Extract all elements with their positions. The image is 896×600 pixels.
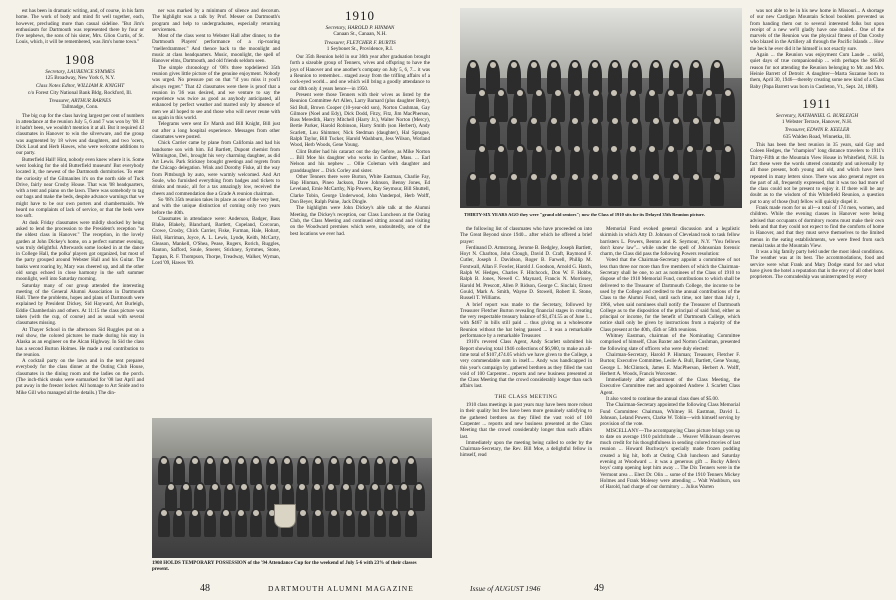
photo-figure-face <box>470 62 476 68</box>
photo-figure-face <box>285 484 291 490</box>
right-page <box>448 0 896 600</box>
right-column-3 <box>750 8 884 580</box>
paragraph: Telegrams were sent Ev Marsh and Bill Knight, Bill just out after a long hospital experience. Messages from other classmates were posted. <box>152 121 280 140</box>
photo-figure-face <box>253 510 259 516</box>
photo-figure <box>389 456 401 485</box>
photo-figure-face <box>192 510 198 516</box>
photo-figure-face <box>725 146 731 152</box>
photo-figure-face <box>343 484 349 490</box>
paragraph: This has been the best reunion in 35 years, said Gay and Coleen Hedges, the "champion" long distance travelers to 1911's Thirty-Fifth at the Mountain View House in Whitefield, N.H. In fact these were the words uttered constantly and universally by all those present, both young and old, and which have been repeated in many letters since. There was also general regret on the part of all, frequently expressed, that it was too bad more of the class could not be present to enjoy it. If there will be any doubt as to the wisdom of this Whitefield Reunion, a question put to any of those (but) fellow will quickly dispel it. <box>750 142 884 205</box>
photo-figure-face <box>346 510 352 516</box>
paragraph: The simple chronology of '08's three topdeliered 35th reunion gives little picture of the genuine enjoyment. Nobody was urged. No pressure put on that "if you miss it you'll always regret." That 42 classmates were there is proof that a reunion in '36 was desired, and we venture to say the experience was twice as good as anybody anticipated, all enhanced by perfect weather and marred only by absence of men we all hoped to see and those who will never reune with us again in this world. <box>152 64 280 122</box>
photo-figure <box>568 172 582 206</box>
photo-figure-face <box>392 510 398 516</box>
photo-figure <box>328 508 340 537</box>
photo-figure-face <box>328 484 334 490</box>
photo-figure <box>389 508 401 537</box>
photo-figure-face <box>551 62 557 68</box>
photo-figure <box>669 172 683 206</box>
attendance-cup <box>274 504 296 528</box>
photo-figure-face <box>223 458 229 464</box>
photo-figure-face <box>490 118 496 124</box>
class-year-heading: 1910 <box>345 8 375 23</box>
photo-figure-face <box>498 90 504 96</box>
paragraph: Other Tenners there were Burton, White Eastman, Charlie Fay, Hap Hinman, Pineo Jackson, Dave Johnson, Benny Jones, Ed Leveland, Ernie McCarthy, Nip Powers, Ray Seymour, Bill Shuttell, Clarke Tobin, George Underwood, John Vanderpol, Herb Wolff, Don Beyer, Ralph Paine, Jack Dingle. <box>290 173 430 206</box>
photo-figure-face <box>314 484 320 490</box>
photo-figure-face <box>161 510 167 516</box>
photo-figure-face <box>632 118 638 124</box>
photo-figure-face <box>377 458 383 464</box>
photo-figure-face <box>531 62 537 68</box>
photo-figure-face <box>346 458 352 464</box>
photo-figure <box>343 456 355 485</box>
photo-figure <box>710 172 724 206</box>
photo-figure <box>384 482 396 511</box>
paragraph: The highlights were John Dickey's able talk at the Alumni Meeting, the Dickey's reception, our Class Luncheon at the Outing Club, the Class Meeting and continued sitting around and visiting on the Woodward premises which were, undoubtedly, one of the best locations we ever had. <box>290 205 430 237</box>
photo-figure <box>507 172 521 206</box>
paragraph: Classmates in attendance were: Anderson, Badger, Bass Blake, Blakely, Blanchard, Bartlett, Copeland, Corcoran, Crowe, Crosby, Chick Carrier, Fiske, Furman, Hale, Hobart, Holl, Harriman, Joyce, A. L. Lewis, Lynde, Keith, McCarty, Gleason, Mankell, O'Shea, Pease, Rogers, Rorich, Ruggles, Rauton, Safford, Soule, Stoerer, Stickney, Symmes, Stone, Tappan, R. F. Thompson, Thorpe, Treadway, Walker, Wyman, Lord '09, Hawes '09. <box>152 215 280 266</box>
photo-figure <box>297 456 309 485</box>
photo-figure-face <box>223 510 229 516</box>
photo-figure-face <box>593 90 599 96</box>
photo-figure <box>374 508 386 537</box>
photo-figure <box>475 88 489 122</box>
photo-caption: 1908 HOLDS TEMPORARY POSSESSION of the '94 Attendance Cup for the weekend of July 5-6 with 23% of their classes present. <box>152 561 417 572</box>
photo-figure-face <box>687 90 693 96</box>
paragraph: Clint Butler had his cataract out the day before, as Mike Norton ... Bill Moe his daughter who works in Gardner, Mass. ... Earl Nelson and his nephew ... Ollie Coleman with daughter and granddaughter ... Dick Corley and sister. <box>290 148 430 174</box>
photo-figure-face <box>687 146 693 152</box>
page-number: 48 <box>200 583 210 594</box>
photo-figure <box>158 456 170 485</box>
photo-figure-face <box>358 484 364 490</box>
photo-figure-face <box>238 510 244 516</box>
photo-figure-face <box>238 458 244 464</box>
photo-figure <box>204 456 216 485</box>
photo-figure-face <box>551 174 557 180</box>
photo-figure <box>204 508 216 537</box>
secretary-address: 125 Broadway, New York 6, N.Y. <box>45 75 115 82</box>
photo-figure-face <box>714 62 720 68</box>
photo-figure-face <box>270 484 276 490</box>
photo-figure <box>266 456 278 485</box>
photo-figure-face <box>714 118 720 124</box>
photo-figure-face <box>706 146 712 152</box>
photo-figure-face <box>176 458 182 464</box>
photo-figure <box>250 456 262 485</box>
secretary-label: Secretary, NATHANIEL G. BURLEIGH <box>775 112 859 119</box>
photo-figure <box>209 482 221 511</box>
photo-figure-face <box>284 458 290 464</box>
photo-figure <box>721 144 735 178</box>
photo-figure-face <box>592 174 598 180</box>
section-subhead: THE CLASS MEETING <box>494 393 558 400</box>
treasurer-label: Treasurer, FLETCHER F. BURTIS <box>324 39 396 46</box>
photo-figure-face <box>531 118 537 124</box>
photo-figure-face <box>572 118 578 124</box>
photo-figure-face <box>479 90 485 96</box>
photo-figure <box>721 88 735 122</box>
intro-paragraph: est has been in dramatic writing, and, of course, in his farm home. The work of body and mind fit well together, each, however, precluding more than casual sideline. "But Jim's enthusiasm for Dartmouth was represented there by four or five nephews, the sons of his sister, Mrs. Glion Curtis, of St. Louis, which, it will be remembered, was Jim's home town." <box>16 8 144 46</box>
photo-figure-face <box>611 90 617 96</box>
photo-figure-face <box>161 458 167 464</box>
photo-figure <box>158 508 170 537</box>
photo-figure-face <box>612 118 618 124</box>
photo-figure-face <box>536 90 542 96</box>
photo-figure <box>189 508 201 537</box>
photo-figure <box>405 456 417 485</box>
photo-figure-face <box>269 458 275 464</box>
photo-figure-face <box>592 62 598 68</box>
photo-figure <box>311 482 323 511</box>
photo-figure-face <box>632 174 638 180</box>
photo-figure-face <box>693 118 699 124</box>
photo-figure-face <box>693 174 699 180</box>
photo-figure <box>343 508 355 537</box>
class-year-heading: 1911 <box>802 95 832 111</box>
photo-figure <box>398 482 410 511</box>
photo-figure <box>328 456 340 485</box>
photo-figure <box>220 456 232 485</box>
photo-figure <box>358 456 370 485</box>
photo-figure-face <box>653 174 659 180</box>
editor-address: c/o Forest City National Bank Bldg. Rockford, Ill. <box>27 89 133 96</box>
photo-figure-face <box>241 484 247 490</box>
photo-figure <box>173 456 185 485</box>
paragraph: Present were those Tenners with their wives as listed by the Reunion Committee Art Allen, Larry Barnard (plus daughter Betty), Sid Bull, Brown Cooper (10-year-old son), Norton Cushman, Gay Gilmore (Noel and Edy), Dick Dodd, Fitzy, Fitz, Jim MacPherson, Russ Meredith, Harry Mitchell (Harry Jr.), Walter Norton (Mercy), Bertie Parker, Harold Robinson, Harry Smith (son Herbert), Andy Scarlett, Lou Shimmer, Nick Stedman (daughter), Hal Sprague, Ralph Taylor, Bill Tucker, Harold Washburn, Jess Wilson, Worland Wood, Herb Woods, Gene Young. <box>290 91 430 149</box>
photo-figure-face <box>401 484 407 490</box>
photo-figure-face <box>592 118 598 124</box>
photo-figure-face <box>593 146 599 152</box>
photo-figure-face <box>315 458 321 464</box>
paragraph: It also voted to continue the annual class dues of $5.00. <box>606 396 719 403</box>
photo-figure <box>369 482 381 511</box>
photo-figure-face <box>331 510 337 516</box>
page-number: 49 <box>594 583 604 594</box>
photo-figure <box>413 482 425 511</box>
treasurer-label: Treasurer, EDWIN R. KEELER <box>784 127 850 134</box>
photo-figure-face <box>725 90 731 96</box>
photo-figure-face <box>531 174 537 180</box>
class-1908-photo <box>152 418 432 558</box>
photo-figure <box>649 172 663 206</box>
photo-figure-face <box>630 90 636 96</box>
photo-figure <box>355 482 367 511</box>
photo-figure <box>281 456 293 485</box>
photo-figure-face <box>192 458 198 464</box>
photo-figure-face <box>377 510 383 516</box>
treasurer-label: Treasurer, ARTHUR BARNES <box>49 97 111 104</box>
photo-figure-face <box>253 458 259 464</box>
photo-figure <box>628 172 642 206</box>
photo-figure-face <box>168 484 174 490</box>
photo-figure <box>312 456 324 485</box>
photo-figure-face <box>416 484 422 490</box>
photo-figure-face <box>207 458 213 464</box>
paragraph: 1910's revered Class Agent, Andy Scarlett submitted his Report showing total 1946 collections of $6,980, to make an all-time total of $107,474.05 which we have given to the College, a very commendable sum in itself.... Andy was handicapped in this year's campaign by gathered brethren as they filled the vast void of 100 Carpenter... reports and new business presented at the Class Meeting that the crowd considerably longer than such affairs last. <box>460 339 592 390</box>
photo-figure-face <box>470 118 476 124</box>
photo-figure-face <box>693 62 699 68</box>
photo-figure <box>608 172 622 206</box>
photo-figure <box>189 456 201 485</box>
photo-figure-face <box>300 458 306 464</box>
photo-figure <box>235 456 247 485</box>
photo-figure-face <box>668 90 674 96</box>
photo-figure-face <box>653 62 659 68</box>
paragraph: Voted that the Chairman-Secretary appoint a committee of not less than three nor more than five members of which the Chairman-Secretary shall be one, to act as nominees of the Class of 1910 to dispose of the 1910 Memorial Fund, contributions to which shall be delivered to the Treasurer of Dartmouth College, the income to be used by the College and credited to the annual contributions of the Class to the Alumni Fund, until such time, not later than July 1, 1966, when said nominees shall notify the Treasurer of Dartmouth College as to the disposition of the principal of said fund, either as principal or income, for the benefit of Dartmouth College, which notice shall only be given by instructions from a majority of the Class present at the 40th, 45th or 50th reunions. <box>600 257 740 333</box>
right-column-1 <box>460 226 592 586</box>
photo-figure <box>475 144 489 178</box>
paragraph: the following list of classmates who have proceeded on into The Great Beyond since 1940... after which he offered a brief prayer: <box>460 226 592 245</box>
photo-figure-face <box>490 174 496 180</box>
paragraph: Chick Carrier came by plane from California and had his handsome son with him. Ed Bartlett, Dupont chemist from Wilmington, Del., brought his very charming daughter, as did Art Lewis. Park Stickney brought greetings and regrets from the Chicago delegation. Wink and Dorothy Fiske, all the way from Pittsburgh by auto, were warmly welcomed. And Art Soule, who furnished everything from badges and tickets to drinks and music, all for a tax amazingly low, received the cheers and commendation due a Grade A reunion chairman. <box>152 140 280 197</box>
photo-figure-face <box>361 510 367 516</box>
paragraph: MISCELLANY—The accompanying Class picture brings you up to date on average 1910 pulchritude ... Weaver Wilkinson deserves much credit for his thoughtfulness in sending colored movies of last reunion ... Howard Buchway's specially made frozen pudding created a big hit, both at Outing Club luncheon and Saturday evening at Woodward ... it was a generous gift ... Bucky Allen's boys' camp opening kept him away ... The Dix Tenners were in the Vermont area ... Elect Dr. Olin ... some of the 1910 Tenners Mickey Holmes and Frank Molesey were attending ... Walt Washburn, son of Harold, had charge of our dormitory ... Julius Warren <box>600 427 740 491</box>
photo-figure-face <box>256 484 262 490</box>
paragraph: Most of the class went to Webster Hall after dinner, to the Dartmouth Players' performance of a rip-roaring "mellerdrammer." And thence back to the moonlight and music at class headquarters. Music, moonlight, the spell of Hanover elms, Dartmouth, and old friends seldom seen. <box>152 33 280 65</box>
photo-figure-face <box>511 118 517 124</box>
photo-figure-face <box>630 146 636 152</box>
photo-figure-face <box>207 510 213 516</box>
photo-figure-face <box>479 146 485 152</box>
photo-figure-face <box>331 458 337 464</box>
photo-figure <box>486 172 500 206</box>
paragraph: A cocktail party on the lawn and in the tent prepared everybody for the class dinner at the Outing Club House, classmates in the dining room and the ladies on the porch. (The inch-thick steaks were earmarked for '08 last April and put away in the freezer locker. All homage to Art Snide and to Mike Gill who managed all the details.) The din- <box>16 358 144 396</box>
photo-figure-face <box>498 146 504 152</box>
treasurer-address: 1 Seybonet St., Providence, R.I. <box>326 45 394 52</box>
treasurer-address: 635 Walden Road, Winnetka, Ill. <box>783 133 851 140</box>
class-notes-editor: Class Notes Editor, WILLIAM R. KNIGHT <box>35 83 125 90</box>
photo-figure-face <box>387 484 393 490</box>
paragraph: The Chairman-Secretary appointed the following Class Memorial Fund Committee: Chairman, Whitney H. Eastman, David L. Johnson, Leland Powers, Clarke W. Tobin—with himself serving by provision of the vote. <box>600 402 740 428</box>
photo-figure-face <box>183 484 189 490</box>
left-column-1 <box>16 8 144 568</box>
photo-caption: THIRTY-SIX YEARS AGO they were "grand old seniors"; now the Class of 1910 sits for its Delayed 35th Reunion picture. <box>464 212 705 217</box>
photo-figure-face <box>632 62 638 68</box>
paragraph: At Thayer School in the afternoon Sid Ruggles put on a real show, the colored pictures he made during his stay in Alaska as an engineer on the Alcan Highway. In Sid the class has a second Burton Holmes. He made a real contribution to the reunion. <box>16 326 144 358</box>
photo-figure-face <box>176 510 182 516</box>
photo-figure-face <box>517 90 523 96</box>
photo-figure <box>250 508 262 537</box>
photo-figure <box>689 172 703 206</box>
photo-figure-face <box>511 62 517 68</box>
photo-figure-face <box>574 146 580 152</box>
paragraph: Chairman-Secretary, Harold P. Hinman; Treasurer, Fletcher F. Burton; Executive Committee, Leslie A. Bull, Bartlett, Gene Young, George L. McClintock, James E. MacPherson, Herbert A. Wolff, Herbert A. Woods, Francis Worcester. <box>600 351 740 377</box>
paragraph: Saturday many of our group attended the interesting meeting of the General Alumni Association in Dartmouth Hall. There the problems, hopes and plans of Dartmouth were explained by President Dickey, Sid Hayward, Art Burleigh, Eddie Chamberlain and others. At 11:15 the class picture was taken (with the cup, of course) and as usual with several classmates missing. <box>16 282 144 327</box>
photo-figure-face <box>673 118 679 124</box>
photo-figure <box>180 482 192 511</box>
photo-figure-face <box>511 174 517 180</box>
paragraph: Whitney Eastman, chairman of the Nominating Committee comprised of himself, Chas Baxter and Norton Cushman, presented the following slate of officers who were duly elected: <box>600 333 740 352</box>
paragraph: ner was marked by a minimum of silence and decorum. The highlight was a talk by Prof. Messer on Dartmouth's program and help to undergraduates, especially returning servicemen. <box>152 8 280 33</box>
paragraph: Ferdinand D. Armstrong, Jerome B. Bedgley, Joseph Bartlett, Hoyt N. Charlton, John Clough, David D. Craft, Raymond F. Cutler, Joseph J. Davidson, Roger B. Farwell, Phillip M. Forstwall, Allan F. Fowler, Harold J. Goodson, Arnold G. Hatch, Ralph W. Hedges, Charles F. Hitchcock, Don W. F. Hobbs, Ralph B. Jones, Newell C. Maynard, Francis N. Morrissey, Harold M. Prescott, Allen P. Ridson, George C. Sinclair, Ernest Gould, Mark A. Smith, Wayne D. Stowell, Robert E. Stone, Russell T. Williams. <box>460 244 592 302</box>
photo-figure <box>296 482 308 511</box>
paragraph: It was a big family party held under the most ideal conditions. The weather was at its best. The accommodations, food and service were what Frank and Mary Dodge stand for and what have given the hotel a reputation that is the envy of all other hotel proprietors. The comradeship was uninterrupted by every <box>750 249 884 281</box>
magazine-title: DARTMOUTH ALUMNI MAGAZINE <box>268 584 414 593</box>
issue-date: Issue of AUGUST 1946 <box>470 584 541 593</box>
photo-figure-face <box>649 146 655 152</box>
paragraph: Butterfield Hall! Hint, nobody even knew where it is. Some went looking for the old Butterfield museum! But everybody located it, the newest of the Dartmouth dormitories. To enter the curiosity of the Gilmanites it's on the north side of Tuck Drive, fairly near Crosby House. That was '08 headquarters, with a tent and piano on the lawn. There was somebody to tag our bags and make the beds, despite advance warnings that we might have to be our own porters and chambermaids. We heard no complaints of lack of service, or that the beds were too soft. <box>16 156 144 220</box>
paragraph: The big cup for the class having largest per cent of numbers in attendance at the reunion July 5, 6 and 7 was won by '08. If it hadn't been, we wouldn't mention it at all. But it required 43 classmates in Hanover to win the silverware, and the group was augmented by 18 wives and daughters, and two 'ocers, Dick Loud and Herb Hawes, who were welcome additions to our party. <box>16 112 144 157</box>
photo-figure <box>527 172 541 206</box>
photo-figure-face <box>300 510 306 516</box>
paragraph: Again ... the Reunion was enjoyment Cum Laude ... solid, quiet days of true companionship ... with perhaps the $65.00 reason for not attending the Reunion belonging to Mr. and Mrs. Heinie Barrett of Detroit: A daughter—Marta Suzanne born to them, April 30, 1946—thereby creating some new kind of a Class Baby (Papa Barrett was born in Castleton, Vt., Sept. 24, 1888). <box>750 52 884 90</box>
treasurer-address: Tallmadge, Conn. <box>61 104 99 111</box>
left-column-2 <box>152 8 280 416</box>
secretary-label: Secretary, LAURENCE SYMMES <box>45 68 115 75</box>
paragraph: Immediately after adjournment of the Class Meeting, the Executive Committee met and appointed Andrew J. Scarlett Class Agent. <box>600 377 740 396</box>
paragraph: Memorial Fund evoked general discussion and a legalistic skirmish in which Atty D. Johnson of Cleveland took to task fellow barristers L. Powers, Benton and R. Seymour, N.Y. "You fellows don't know law"... while under the spell of Johnsonian forensic charm, the Class did pass the following Powers resolution: <box>600 226 740 258</box>
paragraph: Immediately upon the meeting being called to order by the Chairman-Secretary, the Rev. Bill Moe, a delightful fellow in himself, read <box>460 439 592 459</box>
photo-figure-face <box>555 90 561 96</box>
photo-figure-face <box>408 458 414 464</box>
photo-figure-face <box>408 510 414 516</box>
paragraph: Frank made room for us all—a total of 174 men, women, and children. While the evening classes in Hanover were being advised that occupants of dormitory rooms must make their own beds and that they could not expect to find the comforts of home in Hanover, and that they must serve themselves to the limited menus in the eating establishments, we were freed from such menial tasks at the Mountain View. <box>750 205 884 249</box>
photo-figure <box>374 456 386 485</box>
class-1910-photo <box>460 8 742 208</box>
photo-figure-face <box>212 484 218 490</box>
photo-figure-face <box>555 146 561 152</box>
class-year-heading: 1908 <box>65 51 95 67</box>
photo-figure-face <box>551 118 557 124</box>
photo-figure-face <box>706 90 712 96</box>
paragraph: So '08's 35th reunion takes its place as one of the very best, and with the unique distinction of coming only two years before the 40th. <box>152 196 280 216</box>
photo-figure-face <box>372 484 378 490</box>
paragraph: At dusk Friday classmates were mildly shocked by being asked to lend the procession to the President's reception "as the oldest class in Hanover." The reception, in the lovely garden at John Dickey's home, on a perfect summer evening, was truly delightful. Afterwards some looked in at the dance in College Hall, the polka' players got organized, but most of the party grouped around Webster Hall and his Guitar. The banks went roaring by, Mary was cheered up, and all the other old songs echoed in close harmony in the soft summer moonlight, well into Saturday morning. <box>16 219 144 283</box>
photo-figure-face <box>673 62 679 68</box>
photo-figure-face <box>227 484 233 490</box>
paragraph: 1910 class meetings in past years may have been more robust in their quality but few have been more genuinely satisfying to the gathered brethren as they filled the vast void of 100 Carpenter ... reports and new business presented at the Class Meeting that the crowd considerably longer than such affairs last. <box>460 402 592 440</box>
photo-figure <box>466 172 480 206</box>
photo-figure <box>165 482 177 511</box>
photo-figure-face <box>470 174 476 180</box>
paragraph: A brief report was made to the Secretary, followed by Treasurer Fletcher Burton revealing financial stages in creating the very respectable treasury balance of $1,474.55 as of June 1... with $467 in bills still paid ... thus giving us a wholesome Reunion without the hat being passed ... it was a remarkable performance by a remarkable Treasurer. <box>460 301 592 340</box>
photo-figure <box>297 508 309 537</box>
photo-figure <box>312 508 324 537</box>
photo-figure <box>220 508 232 537</box>
photo-figure <box>588 172 602 206</box>
photo-figure-face <box>668 146 674 152</box>
paragraph: was not able to be in his new home in Missouri... A shortage of our new Cardigan Mountain School booklets prevented us from handing them out to several interested folks but upon receipt of a new we'll gladly have one mailed... One of the marvels of the Reunion was the physical fitness of Dan Crosby who blazed in the Artillery all through the Pacific Islands ... How the beck he ever did it he himself is not exactly sure. <box>750 8 884 52</box>
secretary-label: Secretary, HAROLD P. HINMAN <box>325 25 395 31</box>
photo-figure-face <box>315 510 321 516</box>
photo-figure-face <box>572 62 578 68</box>
photo-figure-face <box>299 484 305 490</box>
photo-figure-face <box>649 90 655 96</box>
photo-figure <box>325 482 337 511</box>
photo-figure <box>405 508 417 537</box>
photo-figure-face <box>490 62 496 68</box>
photo-figure <box>358 508 370 537</box>
photo-figure-face <box>574 90 580 96</box>
photo-figure-face <box>392 458 398 464</box>
paragraph: Our 35th Reunion held in our 36th year after graduation brought forth a sizeable group of Tenners, wives and offspring to have the joys of Hanover and one another's company on July 5, 6, 7... it was a Reunion to remember... staged away from the trifling affairs of a cock-eyed world... and one which will bring a goodly attendance to our 40th only 4 years hence—in 1950. <box>290 54 430 92</box>
photo-figure-face <box>517 146 523 152</box>
photo-figure <box>238 482 250 511</box>
photo-figure-face <box>572 174 578 180</box>
secretary-address: Canaan St., Canaan, N.H. <box>333 31 387 38</box>
secretary-address: 1 Webster Terrace, Hanover, N.H. <box>781 119 853 126</box>
photo-figure-face <box>361 458 367 464</box>
photo-figure-face <box>612 174 618 180</box>
photo-figure <box>194 482 206 511</box>
photo-figure-face <box>197 484 203 490</box>
photo-figure-face <box>673 174 679 180</box>
photo-figure <box>547 172 561 206</box>
photo-figure-face <box>611 146 617 152</box>
photo-figure <box>224 482 236 511</box>
photo-figure-face <box>612 62 618 68</box>
photo-figure <box>173 508 185 537</box>
right-column-2 <box>600 226 740 586</box>
photo-figure <box>253 482 265 511</box>
photo-figure <box>235 508 247 537</box>
photo-figure-face <box>653 118 659 124</box>
photo-figure <box>340 482 352 511</box>
photo-figure-face <box>536 146 542 152</box>
photo-figure-face <box>714 174 720 180</box>
left-column-3 <box>290 8 430 416</box>
